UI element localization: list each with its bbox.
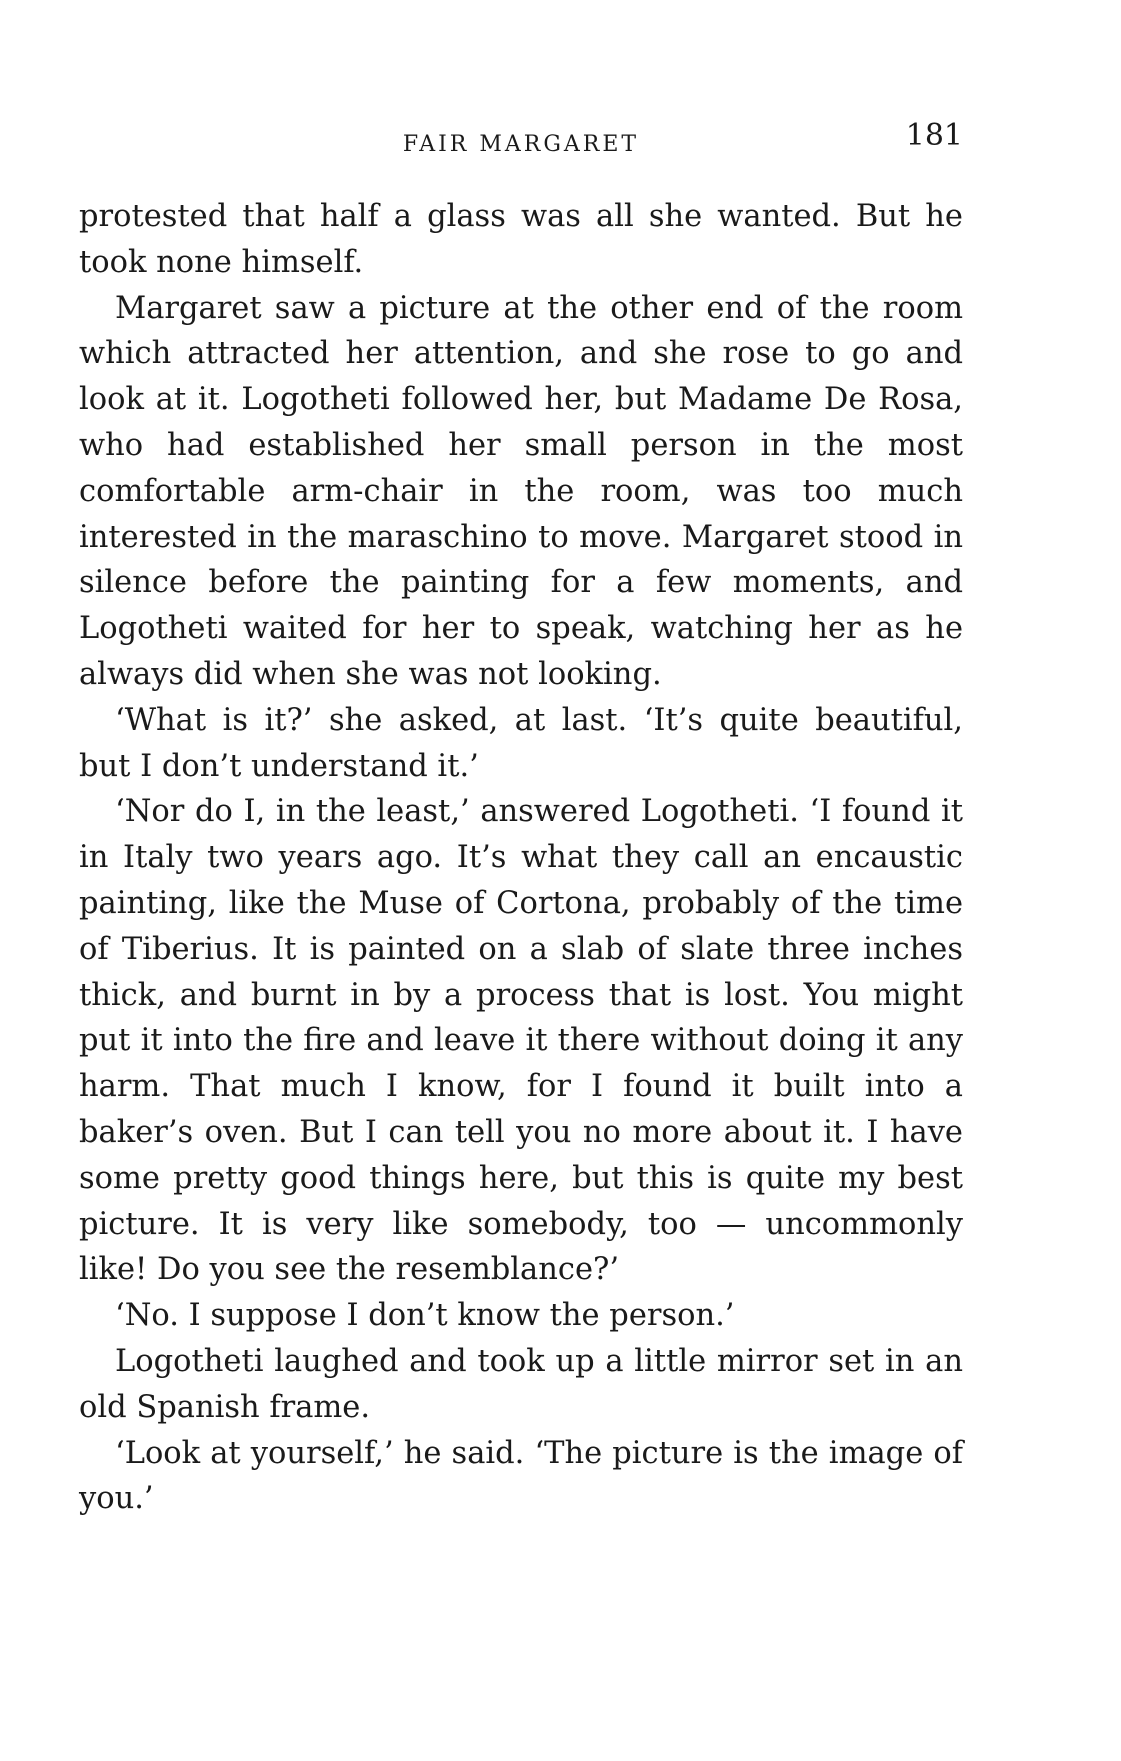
body-text: [79, 194, 963, 1522]
paragraph: ‘No. I suppose I don’t know the person.’: [115, 1298, 735, 1334]
running-head: FAIR MARGARET: [402, 132, 640, 157]
paragraph: ‘Nor do I, in the least,’ answered Logotheti. ‘I found it in Italy two years ago. It’s what they call an encaustic painting, like the Muse of Cortona, probably of the time of Tiberius. It is painted on a slab of slate three inches thick, and burnt in by a process that is lost. You might put it into the fire and leave it there without doing it any harm. That much I know, for I found it built into a baker’s oven. But I can tell you no more about it. I have some pretty good things here, but this is quite my best picture. It is very like somebody, too — uncommonly like! Do you see the resemblance?’: [79, 794, 963, 1288]
page-number: 181: [905, 118, 963, 153]
page-header: [79, 118, 963, 178]
paragraph: protested that half a glass was all she wanted. But he took none himself.: [79, 199, 963, 280]
paragraph: ‘Look at yourself,’ he said. ‘The picture is the image of you.’: [79, 1435, 963, 1517]
paragraph: Logotheti laughed and took up a little mirror set in an old Spanish frame.: [79, 1343, 963, 1425]
paragraph: Margaret saw a picture at the other end of the room which attracted her attention, and she rose to go and look at it. Logotheti followed her, but Madame De Rosa, who had established her small person in the most comfortable arm-chair in the room, was too much interested in the maraschino to move. Margaret stood in silence before the painting for a few moments, and Logotheti waited for her to speak, watching her as he always did when she was not looking.: [79, 290, 963, 692]
paragraph: ‘What is it?’ she asked, at last. ‘It’s quite beautiful, but I don’t understand it.’: [79, 702, 963, 784]
book-page: [79, 118, 963, 1522]
